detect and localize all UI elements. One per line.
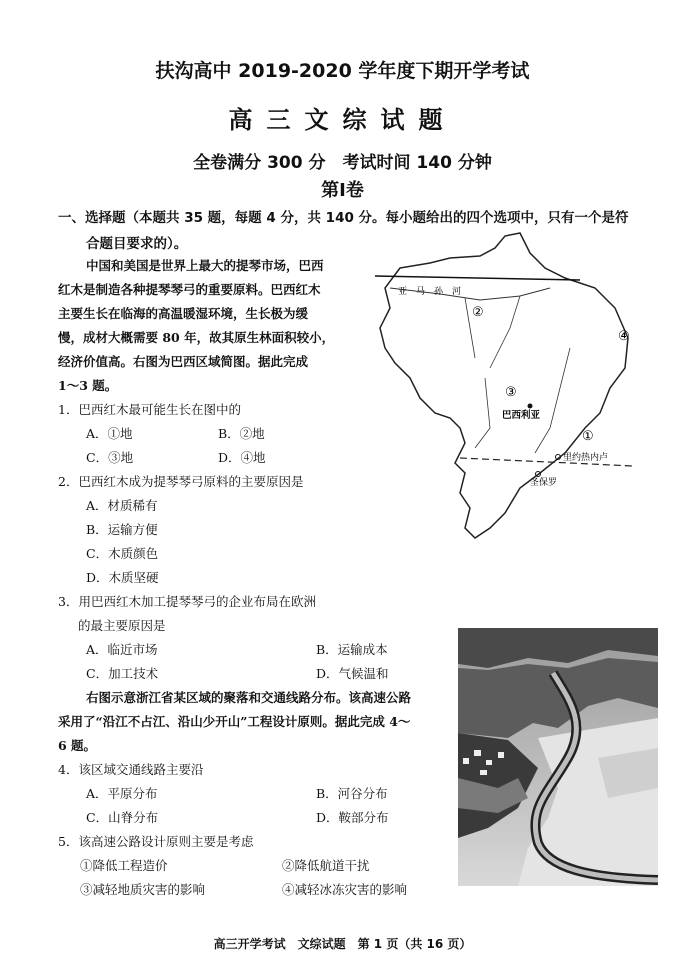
q2-option-d: D．木质坚硬	[86, 570, 159, 585]
q3-stem-line1: 3．用巴西红木加工提琴琴弓的企业布局在欧洲	[58, 594, 316, 609]
q2-option-b: B．运输方便	[86, 522, 158, 537]
volume-label: 第Ⅰ卷	[321, 180, 364, 201]
exam-meta: 全卷满分 300 分 考试时间 140 分钟	[193, 153, 492, 173]
q1-option-a: A．①地	[86, 426, 133, 441]
q2-option-c: C．木质颜色	[86, 546, 159, 561]
map-marker-3: ③	[505, 385, 517, 400]
map-label-river: 亚 马 孙 河	[398, 287, 462, 297]
q3-stem-line2: 的最主要原因是	[78, 618, 166, 633]
q4-option-c: C．山脊分布	[86, 810, 159, 825]
brazil-map	[370, 228, 632, 550]
map-label-rio: 里约热内卢	[563, 453, 609, 463]
passage1-line: 慢，成材大概需要 80 年，故其原生林面积较小，	[58, 330, 335, 345]
map-marker-2: ②	[472, 305, 484, 320]
q4-stem: 4．该区域交通线路主要沿	[58, 762, 204, 777]
map-marker-1: ①	[582, 429, 594, 444]
passage1-line: 红木是制造各种提琴琴弓的重要原料。巴西红木	[58, 282, 321, 297]
q1-option-c: C．③地	[86, 450, 134, 465]
passage1-line: 1～3 题。	[58, 378, 118, 393]
q3-option-b: B．运输成本	[316, 642, 388, 657]
q5-option-2: ②降低航道干扰	[282, 858, 370, 873]
passage1-line: 经济价值高。右图为巴西区域简图。据此完成	[58, 354, 309, 369]
section-instruction-line1: 一、选择题（本题共 35 题，每题 4 分，共 140 分。每小题给出的四个选项中，只有一个是符	[58, 210, 629, 226]
q1-stem: 1．巴西红木最可能生长在图中的	[58, 402, 241, 417]
q5-option-3: ③减轻地质灾害的影响	[80, 882, 206, 897]
passage2-line: 右图示意浙江省某区域的聚落和交通线路分布。该高速公路	[86, 690, 412, 705]
passage1-line: 主要生长在临海的高温暖湿环境，生长极为缓	[58, 306, 309, 321]
passage1-line: 中国和美国是世界上最大的提琴市场，巴西	[86, 258, 324, 273]
q4-option-a: A．平原分布	[86, 786, 158, 801]
passage2-line: 采用了“沿江不占江、沿山少开山”工程设计原则。据此完成 4～	[58, 714, 411, 729]
map-marker-4: ④	[618, 329, 630, 344]
q5-option-4: ④减轻冰冻灾害的影响	[282, 882, 408, 897]
map-label-saopaulo: 圣保罗	[530, 478, 558, 488]
q1-option-d: D．④地	[218, 450, 266, 465]
section-instruction-line2: 合题目要求的）。	[86, 236, 188, 252]
highway-photo	[458, 628, 658, 886]
q3-option-d: D．气候温和	[316, 666, 389, 681]
exam-title: 高三文综试题	[228, 106, 457, 134]
q4-option-d: D．鞍部分布	[316, 810, 389, 825]
q3-option-a: A．临近市场	[86, 642, 158, 657]
q5-stem: 5．该高速公路设计原则主要是考虑	[58, 834, 254, 849]
q2-option-a: A．材质稀有	[86, 498, 158, 513]
q2-stem: 2．巴西红木成为提琴琴弓原料的主要原因是	[58, 474, 304, 489]
map-label-capital: 巴西利亚	[502, 410, 541, 421]
q3-option-c: C．加工技术	[86, 666, 159, 681]
passage2-line: 6 题。	[58, 738, 97, 753]
school-title: 扶沟高中 2019-2020 学年度下期开学考试	[155, 60, 530, 82]
q4-option-b: B．河谷分布	[316, 786, 388, 801]
q1-option-b: B．②地	[218, 426, 265, 441]
page-footer: 高三开学考试 文综试题 第 1 页（共 16 页）	[213, 937, 472, 951]
q5-option-1: ①降低工程造价	[80, 858, 168, 873]
capital-marker	[528, 404, 533, 409]
